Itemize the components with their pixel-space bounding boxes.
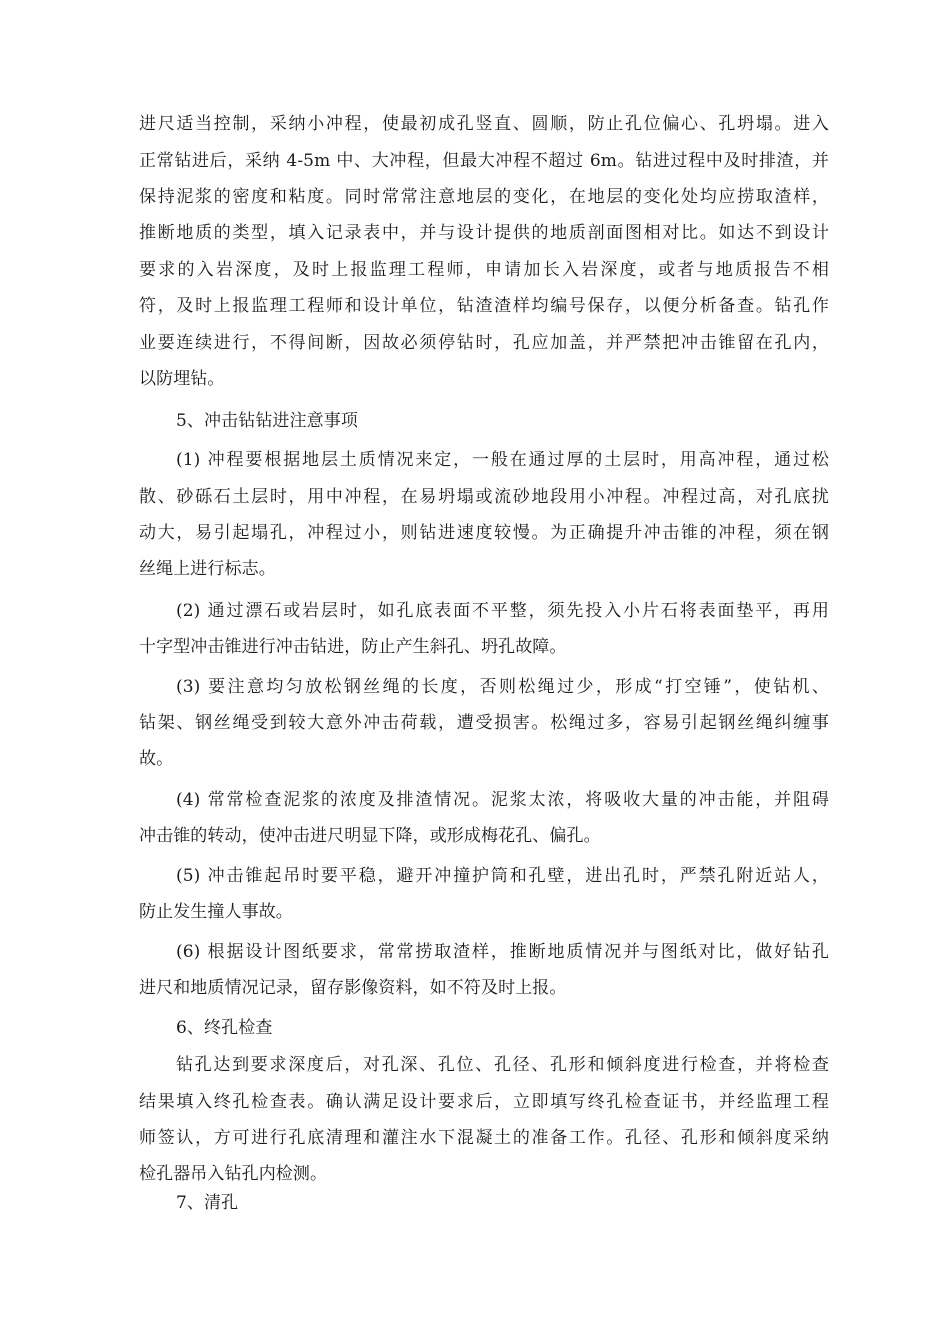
paragraph-line: 正常钻进后，采纳 4-5m 中、大冲程，但最大冲程不超过 6m。钻进过程中及时排渣，并 [139, 151, 829, 171]
section-heading: 6、终孔检查 [176, 1018, 273, 1038]
paragraph-line: 丝绳上进行标志。 [139, 559, 276, 579]
paragraph-line: (5) 冲击锥起吊时要平稳，避开冲撞护筒和孔壁，进出孔时，严禁孔附近站人， [176, 866, 829, 886]
paragraph-line: 业要连续进行，不得间断，因故必须停钻时，孔应加盖，并严禁把冲击锥留在孔内， [139, 333, 829, 353]
paragraph-line: (2) 通过漂石或岩层时，如孔底表面不平整，须先投入小片石将表面垫平，再用 [176, 601, 829, 621]
paragraph-line: 故。 [139, 749, 174, 769]
paragraph-line: 保持泥浆的密度和粘度。同时常常注意地层的变化，在地层的变化处均应捞取渣样， [139, 187, 829, 207]
paragraph-line: 防止发生撞人事故。 [139, 902, 293, 922]
paragraph-line: 要求的入岩深度，及时上报监理工程师，申请加长入岩深度，或者与地质报告不相 [139, 260, 829, 280]
paragraph-line: 符，及时上报监理工程师和设计单位，钻渣渣样均编号保存，以便分析备查。钻孔作 [139, 296, 829, 316]
paragraph-line: 推断地质的类型，填入记录表中，并与设计提供的地质剖面图相对比。如达不到设计 [139, 223, 829, 243]
paragraph-line: (3) 要注意均匀放松钢丝绳的长度，否则松绳过少，形成“打空锤”，使钻机、 [176, 677, 829, 697]
paragraph-line: 钻孔达到要求深度后，对孔深、孔位、孔径、孔形和倾斜度进行检查，并将检查 [176, 1055, 829, 1075]
paragraph-line: 师签认，方可进行孔底清理和灌注水下混凝土的准备工作。孔径、孔形和倾斜度采纳 [139, 1128, 829, 1148]
paragraph-line: 动大，易引起塌孔，冲程过小，则钻进速度较慢。为正确提升冲击锥的冲程，须在钢 [139, 523, 829, 543]
paragraph-line: 十字型冲击锥进行冲击钻进，防止产生斜孔、坍孔故障。 [139, 637, 567, 657]
paragraph-line: 进尺和地质情况记录，留存影像资料，如不符及时上报。 [139, 978, 567, 998]
paragraph-line: 进尺适当控制，采纳小冲程，使最初成孔竖直、圆顺，防止孔位偏心、孔坍塌。进入 [139, 114, 829, 134]
paragraph-line: 结果填入终孔检查表。确认满足设计要求后，立即填写终孔检查证书，并经监理工程 [139, 1092, 829, 1112]
paragraph-line: (4) 常常检查泥浆的浓度及排渣情况。泥浆太浓，将吸收大量的冲击能，并阻碍 [176, 790, 829, 810]
paragraph-line: (6) 根据设计图纸要求，常常捞取渣样，推断地质情况并与图纸对比，做好钻孔 [176, 942, 829, 962]
paragraph-line: 以防埋钻。 [139, 369, 225, 389]
section-heading: 7、清孔 [176, 1193, 239, 1213]
paragraph-line: 检孔器吊入钻孔内检测。 [139, 1164, 328, 1184]
paragraph-line: 散、砂砾石土层时，用中冲程，在易坍塌或流砂地段用小冲程。冲程过高，对孔底扰 [139, 487, 829, 507]
section-heading: 5、冲击钻钻进注意事项 [176, 411, 358, 431]
paragraph-line: 钻架、钢丝绳受到较大意外冲击荷载，遭受损害。松绳过多，容易引起钢丝绳纠缠事 [139, 713, 829, 733]
paragraph-line: 冲击锥的转动，使冲击进尺明显下降，或形成梅花孔、偏孔。 [139, 826, 601, 846]
paragraph-line: (1) 冲程要根据地层土质情况来定，一般在通过厚的土层时，用高冲程，通过松 [176, 450, 829, 470]
